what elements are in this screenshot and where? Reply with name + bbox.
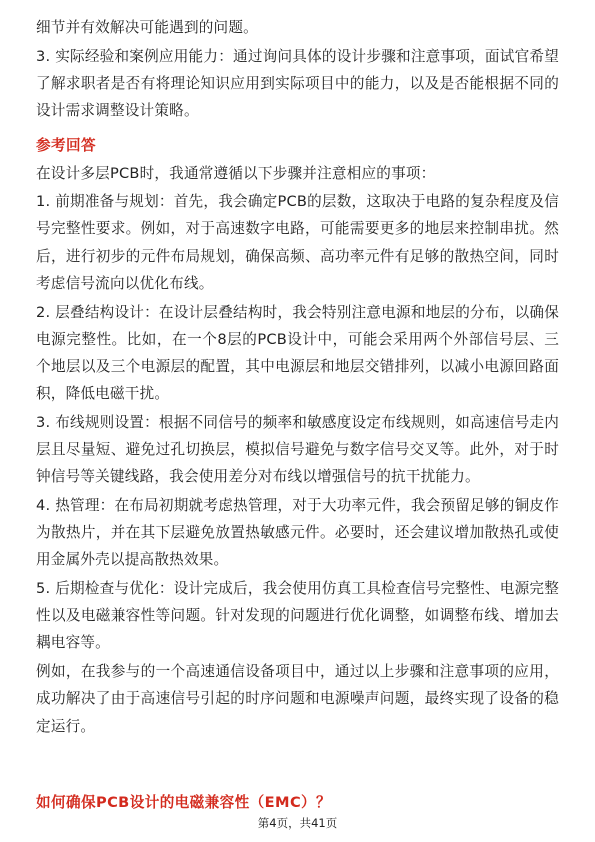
step-1-paragraph: 1. 前期准备与规划：首先，我会确定PCB的层数，这取决于电路的复杂程度及信号完整性要求。例如，对于高速数字电路，可能需要更多的地层来控制串扰。然后，进行初步的元件布局规划，确保高频、高功率元件有足够的散热空间，同时考虑信号流向以优化布线。 [36, 193, 559, 292]
document-body [36, 14, 559, 741]
next-question-heading: 如何确保PCB设计的电磁兼容性（EMC）？ [36, 794, 332, 811]
page-number-footer: 第4页，共41页 [257, 816, 338, 830]
step-2-paragraph: 2. 层叠结构设计：在设计层叠结构时，我会特别注意电源和地层的分布，以确保电源完整性。比如，在一个8层的PCB设计中，可能会采用两个外部信号层、三个地层以及三个电源层的配置，其中电源层和地层交错排列，以减小电源回路面积，降低电磁干扰。 [36, 303, 559, 403]
intro-tail-paragraph: 细节并有效解决可能遇到的问题。 [36, 19, 258, 36]
step-3-paragraph: 3. 布线规则设置：根据不同信号的频率和敏感度设定布线规则，如高速信号走内层且尽量短、避免过孔切换层，模拟信号避免与数字信号交叉等。此外，对于时钟信号等关键线路，我会使用差分对布线以增强信号的抗干扰能力。 [36, 413, 559, 486]
example-paragraph: 例如，在我参与的一个高速通信设备项目中，通过以上步骤和注意事项的应用，成功解决了由于高速信号引起的时序问题和电源噪声问题，最终实现了设备的稳定运行。 [36, 663, 559, 735]
step-4-paragraph: 4. 热管理：在布局初期就考虑热管理，对于大功率元件，我会预留足够的铜皮作为散热片，并在其下层避免放置热敏感元件。必要时，还会建议增加散热孔或使用金属外壳以提高散热效果。 [36, 496, 559, 569]
point-3-paragraph: 3. 实际经验和案例应用能力：通过询问具体的设计步骤和注意事项，面试官希望了解求职者是否有将理论知识应用到实际项目中的能力，以及是否能根据不同的设计需求调整设计策略。 [36, 47, 559, 120]
answer-heading: 参考回答 [36, 137, 96, 155]
answer-intro-paragraph: 在设计多层PCB时，我通常遵循以下步骤并注意相应的事项： [36, 164, 436, 182]
step-5-paragraph: 5. 后期检查与优化：设计完成后，我会使用仿真工具检查信号完整性、电源完整性以及电磁兼容性等问题。针对发现的问题进行优化调整，如调整布线、增加去耦电容等。 [36, 580, 559, 652]
